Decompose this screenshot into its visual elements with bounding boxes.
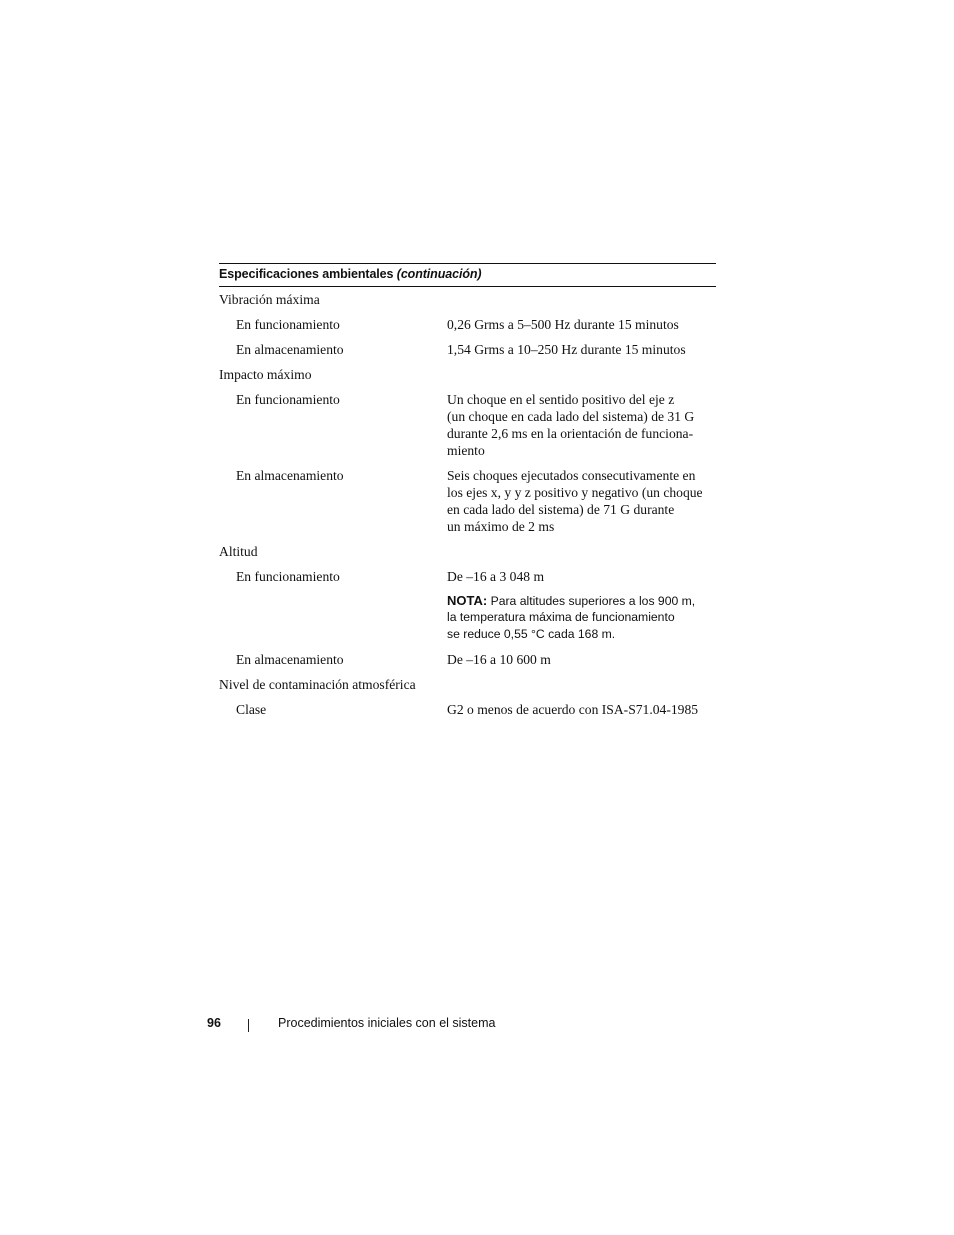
row-label: Clase [236,702,267,717]
footer-separator [248,1019,249,1032]
note [447,592,695,610]
row-label: En almacenamiento [236,342,344,357]
page-number: 96 [207,1016,221,1030]
note-line: Para altitudes superiores a los 900 m, [490,594,696,608]
environmental-specs-table [219,263,716,717]
section-altitude: Altitud [219,544,258,559]
section-impact: Impacto máximo [219,367,312,382]
row-value: 0,26 Grms a 5–500 Hz durante 15 minutos [447,317,679,332]
row-value: G2 o menos de acuerdo con ISA-S71.04-1985 [447,702,699,717]
row-value-line: miento [447,443,485,458]
row-label: En funcionamiento [236,392,340,407]
table-header [219,263,716,287]
row-label: En funcionamiento [236,569,340,584]
row-value-line: (un choque en cada lado del sistema) de 31 G [447,409,695,424]
section-contamination: Nivel de contaminación atmosférica [219,677,416,692]
row-value-line: Un choque en el sentido positivo del eje z [447,392,675,407]
row-value-line: un máximo de 2 ms [447,519,555,534]
row-value: De –16 a 10 600 m [447,652,551,667]
table-title: Especificaciones ambientales [219,267,394,281]
footer-title: Procedimientos iniciales con el sistema [278,1016,496,1030]
row-label: En funcionamiento [236,317,340,332]
row-value: De –16 a 3 048 m [447,569,545,584]
row-label: En almacenamiento [236,468,344,483]
note-label: NOTA: [447,593,488,608]
table-title-continuation: (continuación) [396,267,482,281]
row-value-line: durante 2,6 ms en la orientación de funciona- [447,426,694,441]
note-line: la temperatura máxima de funcionamiento [447,610,675,624]
note-line: se reduce 0,55 °C cada 168 m. [447,627,616,641]
section-vibration: Vibración máxima [219,292,320,307]
page-footer [207,1016,527,1036]
row-value-line: los ejes x, y y z positivo y negativo (un choque [447,485,703,500]
row-label: En almacenamiento [236,652,344,667]
row-value-line: Seis choques ejecutados consecutivamente en [447,468,696,483]
row-value: 1,54 Grms a 10–250 Hz durante 15 minutos [447,342,686,357]
row-value-line: en cada lado del sistema) de 71 G durante [447,502,675,517]
